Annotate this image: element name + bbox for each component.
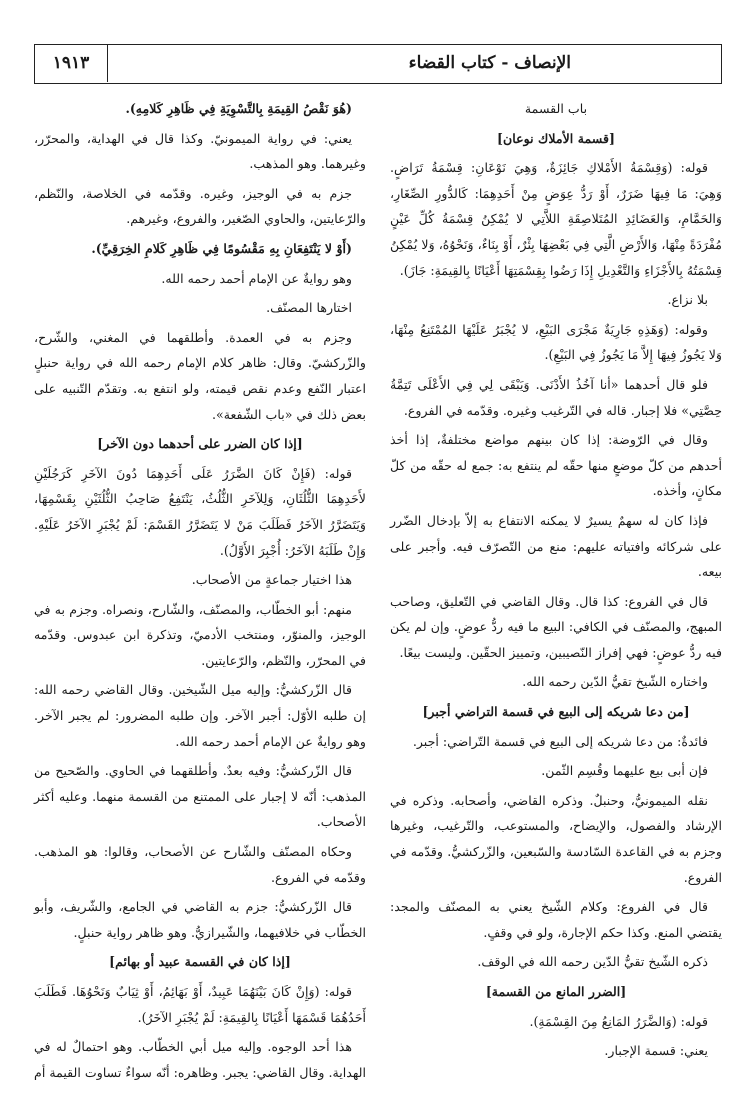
paragraph: جزم به في الوجيز، وغيره. وقدّمه في الخلاصة، والنّظم، والرّعايتين، والحاوي الصّغير، والفروع، وغيرهم. bbox=[34, 185, 366, 227]
section-heading: [إذا كان في القسمة عبيد أو بهائم] bbox=[109, 954, 291, 970]
paragraph: منهم: أبو الخطّاب، والمصنّف، والشّارح، ونصراه. وجزم به في الوجيز، والمنوّر، ومنتخب الأدميّ، وتذكرة ابن عبدوس. وقدّمه في المحرّر، والنّظم، والرّعايتين. bbox=[34, 601, 366, 668]
section-heading: [إذا كان الضرر على أحدهما دون الآخر] bbox=[97, 436, 303, 452]
paragraph: وحكاه المصنّف والشّارح عن الأصحاب، وقالوا: هو المذهب. وقدّمه في الفروع. bbox=[34, 844, 366, 885]
page-number: ١٩١٣ bbox=[35, 45, 108, 82]
running-title: الإنصاف - كتاب القضاء bbox=[408, 53, 571, 73]
paragraph: قال في الفروع: كذا قال. وقال القاضي في التّعليق، وصاحب المبهج، والمصنّف في الكافي: البيع ما فيه ردُّ عوضٍ. وإن لم يكن فيه ردُّ عوضٍ: فهي إفراز النّصيبين، وتمييز الحقّين. وليست بيعًا. bbox=[390, 593, 722, 660]
paragraph: قوله: (وَقِسْمَةُ الأَمْلاكِ جَائِزَةٌ، وَهِيَ نَوْعَانِ: قِسْمَةُ تَرَاضٍ. وَهِيَ: مَا فِيهَا ضَرَرٌ، أَوْ رَدُّ عِوَضٍ مِنْ أَحَدِهِمَا: كَالدُّورِ الصِّغَارِ، وَالحَمَّامِ، وَالعَضَائِدِ المُتَلاصِقَةِ اللاَّتِي لا يُمْكِنُ قِسْمَةُ كُلِّ عَيْنٍ مُفْرَدَةً مِنْهَا، وَالأَرْضِ الَّتِي فِي بَعْضِهَا بِئْرٌ، أَوْ بِنَاءٌ، وَنَحْوُهُ، وَلا يُمْكِنُ قِسْمَتُهُ بِالأَجْزَاءِ وَالتَّعْدِيلِ إِذَا رَضُوا بِقِسْمَتِهَا أَعْيَانًا بِالقِيمَةِ: جَازَ). bbox=[390, 160, 722, 278]
paragraph: وقوله: (وَهَذِهِ جَارِيَةٌ مَجْرَى البَيْعِ، لا يُجْبَرُ عَلَيْهَا المُمْتَنِعُ مِنْهَا، وَلا يَجُوزُ فِيهَا إِلاَّ مَا يَجُوزُ فِي البَيْعِ). bbox=[390, 321, 722, 363]
paragraph: فإذا كان له سهمٌ يسيرٌ لا يمكنه الانتفاع به إلاّ بإدخال الضّرر على شركائه وافتياته عليهم: منع من التّصرّف فيه. وأجبر على بيعه. bbox=[390, 512, 722, 580]
section-heading: [قسمة الأملاك نوعان] bbox=[497, 130, 615, 146]
paragraph: قال الزّركشيُّ: جزم به القاضي في الجامع، والشّريف، وأبو الخطّاب في خلافيهما، والشّيرازيُّ. وهو ظاهر رواية حنبلٍ. bbox=[34, 899, 366, 940]
paragraph: قال في الفروع: وكلام الشّيخ يعني به المصنّف والمجد: يقتضي المنع. وكذا حكم الإجارة، ولو في وقفٍ. bbox=[390, 899, 722, 940]
paragraph: قوله: (وَالضَّرَرُ المَانِعُ مِنَ القِسْمَةِ). bbox=[529, 1013, 708, 1029]
paragraph: هذا اختيار جماعةٍ من الأصحاب. bbox=[191, 572, 352, 588]
paragraph: نقله الميمونيُّ، وحنبلٌ. وذكره القاضي، وأصحابه. وذكره في الإرشاد والفصول، والإيضاح، والمستوعب، والتّرغيب، وغيرها وجزم به في القاعدة السّادسة والسّبعين، والزّركشيُّ. وقدّمه في الفروع. bbox=[390, 792, 722, 885]
paragraph: يعني: في رواية الميمونيّ. وكذا قال في الهداية، والمحرّر، وغيرهما. وهو المذهب. bbox=[34, 130, 366, 172]
paragraph: فائدةٌ: من دعا شريكه إلى البيع في قسمة التّراضي: أجبر. bbox=[412, 733, 708, 749]
right-column bbox=[390, 96, 722, 1068]
section-heading: [من دعا شريكه إلى البيع في قسمة التراضي أجبر] bbox=[422, 704, 690, 720]
paragraph: قال الزّركشيُّ: وإليه ميل الشّيخين. وقال القاضي رحمه الله: إن طلبه الأوّل: أجبر الآخر. وإن طلبه المضرور: لم يجبر الآخر. وهو روايةٌ عن الإمام أحمد رحمه الله. bbox=[34, 682, 366, 749]
paragraph: قال الزّركشيُّ: وفيه بعدٌ. وأطلقهما في الحاوي. والصّحيح من المذهب: أنّه لا إجبار على الممتنع من القسمة منهما. وعليه أكثر الأصحاب. bbox=[34, 763, 366, 830]
chapter-title: باب القسمة bbox=[524, 101, 588, 116]
paragraph: فلو قال أحدهما «أنا آخُذُ الأَدْنَى. وَيَبْقَى لِي فِي الأَعْلَى تَتِمَّةُ حِصَّتِي» فلا إجبار. قاله في التّرغيب وغيره. وقدّمه في الفروع. bbox=[390, 376, 722, 418]
paragraph: وجزم به في العمدة. وأطلقهما في المغني، والشّرح، والزّركشيّ. وقال: ظاهر كلام الإمام رحمه الله في رواية حنبلٍ اعتبار النّفع وعدم نقص قيمته، ولو انتفع به. وتقدّم التّنبيه على بعض ذلك في «باب الشّفعة». bbox=[34, 329, 366, 422]
paragraph: وهو روايةٌ عن الإمام أحمد رحمه الله. bbox=[161, 270, 352, 286]
paragraph: فإن أبى بيع عليهما وقُسِم الثّمن. bbox=[541, 763, 708, 779]
section-heading: [الضرر المانع من القسمة] bbox=[485, 984, 627, 999]
paragraph: ذكره الشّيخ تقيُّ الدّين رحمه الله في الوقف. bbox=[477, 954, 708, 970]
paragraph: يعني: قسمة الإجبار. bbox=[604, 1043, 708, 1059]
paragraph: هذا أحد الوجوه. وإليه ميل أبي الخطّاب. وهو احتمالٌ له في الهداية. وقال القاضي: يجبر. وظاهره: أنّه سواءٌ تساوت القيمة أم bbox=[34, 1039, 366, 1080]
paragraph: قوله: (فَإِنْ كَانَ الضَّرَرُ عَلَى أَحَدِهِمَا دُونَ الآخَرِ كَرَجُلَيْنِ لأَحَدِهِمَا الثُّلُثَانِ، وَلِلآخَرِ الثُّلُثُ، يَنْتَفِعُ صَاحِبُ الثُّلُثَيْنِ بِقَسْمِهَا، وَيَتَضَرَّرُ الآخَرُ فَطَلَبَ مَنْ لا يَتَضَرَّرُ القَسْمَ: لَمْ يُجْبَرِ الآخَرُ عَلَيْهِ. وَإِنْ طَلَبَهُ الآخَرُ: أُجْبِرَ الأَوَّلُ). bbox=[34, 465, 366, 558]
paragraph: قوله: (وَإِنْ كَانَ بَيْنَهُمَا عَبِيدٌ، أَوْ بَهَائِمُ، أَوْ ثِيَابٌ وَنَحْوُهَا. فَطَلَبَ أَحَدُهُمَا قَسْمَهَا أَعْيَانًا بِالقِيمَةِ: لَمْ يُجْبَرِ الآخَرُ). bbox=[34, 984, 366, 1025]
paragraph: اختارها المصنّف. bbox=[266, 300, 352, 316]
left-column bbox=[34, 96, 366, 1089]
quoted-text: (أَوْ لا يَنْتَفِعَانِ بِهِ مَقْسُومًا فِي ظَاهِرِ كَلامِ الخِرَقِيِّ). bbox=[91, 240, 352, 256]
paragraph: بلا نزاع. bbox=[667, 292, 708, 308]
page-header bbox=[34, 44, 722, 84]
quoted-text: (هُوَ نَقْصُ القِيمَةِ بِالتَّسْوِيَةِ فِي ظَاهِرِ كَلامِهِ). bbox=[125, 101, 352, 116]
paragraph: وقال في الرّوضة: إذا كان بينهم مواضع مختلفةٌ، إذا أخذ أحدهم من كلّ موضعٍ منها حقّه لم ينتفع به: جمع له حقّه من كلّ مكانٍ، وأخذه. bbox=[390, 432, 722, 499]
paragraph: واختاره الشّيخ تقيُّ الدّين رحمه الله. bbox=[522, 674, 708, 690]
